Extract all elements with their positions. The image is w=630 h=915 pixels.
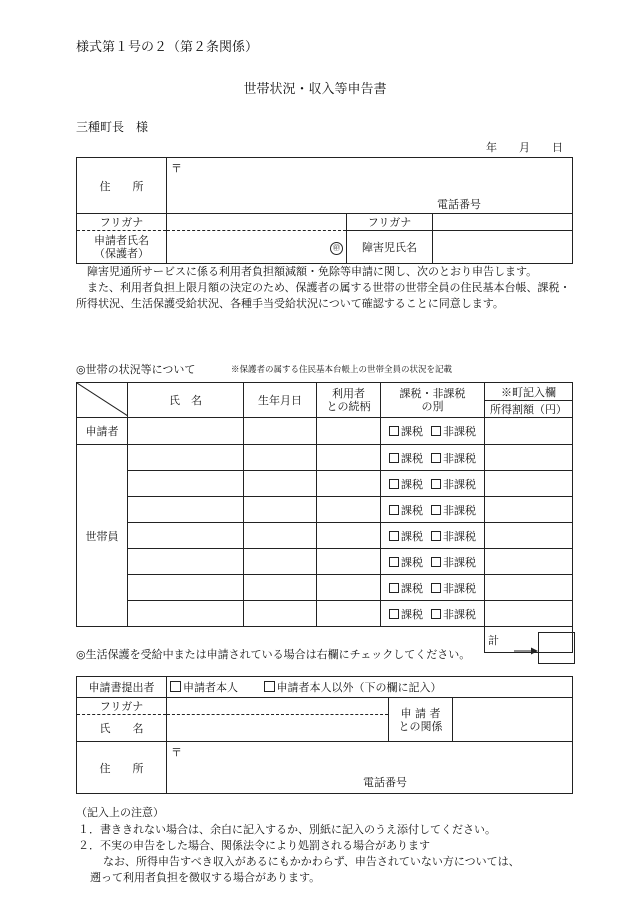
checkbox-untaxed[interactable] [431,557,441,567]
tax-option-taxed[interactable]: 課税 [389,556,423,569]
checkbox-untaxed[interactable] [431,479,441,489]
header-name: 氏 名 [128,383,244,418]
tax-option-untaxed[interactable]: 非課税 [431,556,476,569]
household-table [76,382,573,653]
tax-option-taxed[interactable]: 課税 [389,582,423,595]
row-label-members: 世帯員 [77,445,128,627]
tax-option-untaxed[interactable]: 非課税 [431,582,476,595]
member-birthdate-field[interactable] [244,497,317,523]
tax-option-taxed[interactable]: 課税 [389,478,423,491]
arrow-right-icon [514,644,538,658]
child-name-label: 障害児氏名 [347,231,433,264]
member-name-field[interactable] [128,497,244,523]
submitter-postal-mark: 〒 [171,746,182,759]
tax-option-untaxed[interactable]: 非課税 [431,425,476,438]
checkbox-taxed[interactable] [389,583,399,593]
member-birthdate-field[interactable] [244,575,317,601]
tax-status-options [381,601,485,627]
table-row [77,601,573,627]
submitter-name-label: 氏 名 [77,715,167,742]
member-relation-field[interactable] [317,418,381,445]
household-heading: ◎世帯の状況等について [76,363,196,376]
tax-option-taxed[interactable]: 課税 [389,530,423,543]
tax-option-taxed[interactable]: 課税 [389,452,423,465]
member-birthdate-field[interactable] [244,418,317,445]
member-relation-field[interactable] [317,549,381,575]
income-amount-field[interactable] [485,549,573,575]
checkbox-other[interactable] [264,681,275,692]
household-note: ※保護者の属する住民基本台帳上の世帯全員の状況を記載 [231,365,453,375]
tax-status-options [381,445,485,471]
checkbox-taxed[interactable] [389,609,399,619]
submitter-name-field[interactable] [167,715,389,742]
tax-option-taxed[interactable]: 課税 [389,425,423,438]
note-item-1: １．書ききれない場合は、余白に記入するか、別紙に記入のうえ添付してください。 [78,823,496,836]
header-income-amount: 所得割額（円） [485,401,573,418]
member-name-field[interactable] [128,575,244,601]
income-amount-field[interactable] [485,523,573,549]
member-relation-field[interactable] [317,575,381,601]
checkbox-untaxed[interactable] [431,426,441,436]
header-tax: 課税・非課税 の別 [381,383,485,418]
form-number: 様式第１号の２（第２条関係） [76,40,259,55]
tax-status-options [381,523,485,549]
income-amount-field[interactable] [485,471,573,497]
submitter-address-label: 住 所 [77,742,167,794]
member-name-field[interactable] [128,418,244,445]
checkbox-taxed[interactable] [389,426,399,436]
applicant-name-label: 申請者氏名 （保護者） [77,231,167,264]
postal-mark: 〒 [171,162,182,175]
checkbox-untaxed[interactable] [431,505,441,515]
member-name-field[interactable] [128,601,244,627]
member-relation-field[interactable] [317,445,381,471]
member-relation-field[interactable] [317,601,381,627]
note-item-2: ２．不実の申告をした場合、関係法令により処罰される場合があります [78,839,430,852]
header-town-use: ※町記入欄 [485,383,573,401]
submitter-furigana-label: フリガナ [77,698,167,715]
income-amount-field[interactable] [485,445,573,471]
member-relation-field[interactable] [317,497,381,523]
checkbox-untaxed[interactable] [431,583,441,593]
income-amount-field[interactable] [485,418,573,445]
submitter-phone-label: 電話番号 [363,776,407,789]
submitter-relation-field[interactable] [453,698,573,742]
table-row [77,445,573,471]
form-title: 世帯状況・収入等申告書 [243,82,387,97]
submitter-relation-label: 申 請 者 との関係 [389,698,453,742]
tax-option-untaxed[interactable]: 非課税 [431,530,476,543]
income-amount-field[interactable] [485,601,573,627]
option-self[interactable]: 申請者本人 [170,681,238,694]
submitter-address-field[interactable] [167,742,573,794]
tax-option-taxed[interactable]: 課税 [389,504,423,517]
checkbox-taxed[interactable] [389,453,399,463]
tax-status-options [381,497,485,523]
declaration-line2: また、利用者負担上限月額の決定のため、保護者の属する世帯の世帯全員の住民基本台帳、課税・所得状況、生活保護受給状況、各種手当受給状況について確認することに同意します。 [76,281,571,310]
table-row [77,497,573,523]
notes-heading: （記入上の注意） [76,806,164,819]
table-row [77,471,573,497]
tax-status-options [381,575,485,601]
member-birthdate-field[interactable] [244,523,317,549]
note-item-2-cont-1: なお、所得申告すべき収入があるにもかかわらず、申告されていない方については、 [103,855,520,868]
child-name-field[interactable] [433,231,573,264]
table-row [77,523,573,549]
address-label: 住 所 [77,158,167,214]
table-row [77,575,573,601]
member-birthdate-field[interactable] [244,471,317,497]
checkbox-taxed[interactable] [389,557,399,567]
address-field[interactable] [167,158,573,214]
member-birthdate-field[interactable] [244,549,317,575]
date-line[interactable]: 年 月 日 [486,141,563,154]
submitter-furigana-field[interactable] [167,698,389,715]
tax-status-options [381,471,485,497]
tax-option-untaxed[interactable]: 非課税 [431,608,476,621]
seal-mark: ㊞ [330,242,343,255]
note-item-2-cont-2: 遡って利用者負担を徴収する場合があります。 [90,871,321,884]
member-relation-field[interactable] [317,523,381,549]
member-name-field[interactable] [128,523,244,549]
phone-label: 電話番号 [437,198,481,211]
member-relation-field[interactable] [317,471,381,497]
child-furigana-field[interactable] [433,214,573,231]
tax-status-options [381,418,485,445]
member-birthdate-field[interactable] [244,445,317,471]
tax-option-taxed[interactable]: 課税 [389,608,423,621]
checkbox-untaxed[interactable] [431,609,441,619]
submitter-table [76,676,573,794]
table-row [77,549,573,575]
diagonal-line [77,383,128,416]
header-relation: 利用者 との続柄 [317,383,381,418]
furigana-label: フリガナ [77,214,167,231]
member-name-field[interactable] [128,445,244,471]
applicant-name-field[interactable] [167,231,347,264]
checkbox-taxed[interactable] [389,479,399,489]
income-amount-field[interactable] [485,497,573,523]
diagonal-cell [77,383,128,418]
table-row [77,418,573,445]
member-name-field[interactable] [128,549,244,575]
tax-status-options [381,549,485,575]
tax-option-untaxed[interactable]: 非課税 [431,478,476,491]
welfare-checkbox[interactable] [538,632,575,664]
declaration-line1: 障害児通所サービスに係る利用者負担額減額・免除等申請に関し、次のとおり申告します。 [87,265,538,278]
checkbox-taxed[interactable] [389,505,399,515]
member-name-field[interactable] [128,471,244,497]
total-cell[interactable]: 計 [485,627,573,653]
checkbox-untaxed[interactable] [431,531,441,541]
addressee: 三種町長 様 [76,120,149,134]
submitter-label: 申請書提出者 [77,677,167,698]
income-amount-field[interactable] [485,575,573,601]
checkbox-self[interactable] [170,681,181,692]
welfare-text: ◎生活保護を受給中または申請されている場合は右欄にチェックしてください。 [76,648,471,661]
child-furigana-label: フリガナ [347,214,433,231]
furigana-field[interactable] [167,214,347,231]
submitter-options [167,677,573,698]
tax-option-untaxed[interactable]: 非課税 [431,452,476,465]
option-other[interactable]: 申請者本人以外（下の欄に記入） [264,681,442,694]
header-birthdate: 生年月日 [244,383,317,418]
tax-option-untaxed[interactable]: 非課税 [431,504,476,517]
row-label-applicant: 申請者 [77,418,128,445]
checkbox-taxed[interactable] [389,531,399,541]
member-birthdate-field[interactable] [244,601,317,627]
applicant-table [76,157,573,264]
checkbox-untaxed[interactable] [431,453,441,463]
